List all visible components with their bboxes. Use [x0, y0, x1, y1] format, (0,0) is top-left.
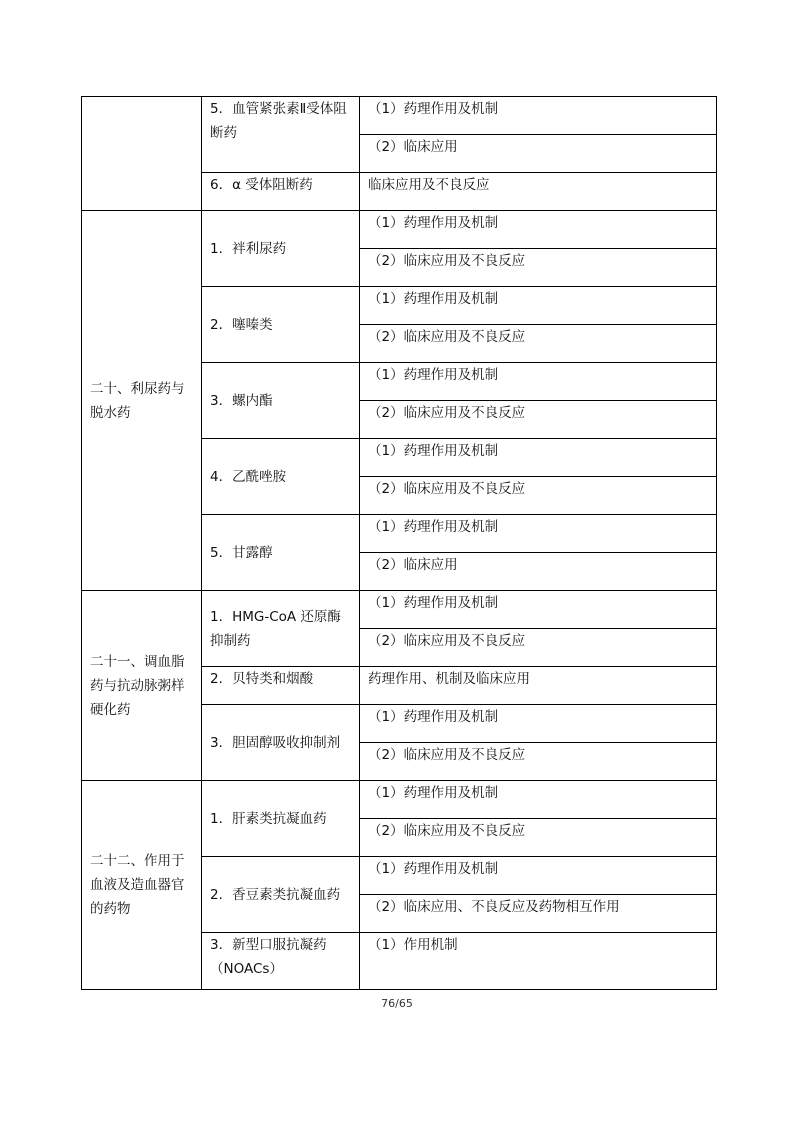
point-cell: （2）临床应用及不良反应: [360, 325, 717, 363]
topic-cell: 1．HMG-CoA 还原酶抑制药: [202, 591, 360, 667]
point-cell: （2）临床应用: [360, 135, 717, 173]
point-cell: （1）药理作用及机制: [360, 515, 717, 553]
topic-cell: 2．贝特类和烟酸: [202, 667, 360, 705]
point-cell: （1）药理作用及机制: [360, 97, 717, 135]
chapter-cell: 二十、利尿药与脱水药: [82, 211, 202, 591]
table-row: [82, 591, 717, 629]
topic-cell: 2．香豆素类抗凝血药: [202, 857, 360, 933]
table-row: [82, 97, 717, 135]
point-cell: （1）药理作用及机制: [360, 781, 717, 819]
point-cell: （2）临床应用、不良反应及药物相互作用: [360, 895, 717, 933]
point-cell: （1）药理作用及机制: [360, 591, 717, 629]
topic-cell: 5．甘露醇: [202, 515, 360, 591]
chapter-cell: [82, 97, 202, 211]
topic-cell: 3．螺内酯: [202, 363, 360, 439]
topic-cell: 4．乙酰唑胺: [202, 439, 360, 515]
topic-cell: 1．袢利尿药: [202, 211, 360, 287]
point-cell: （2）临床应用及不良反应: [360, 819, 717, 857]
syllabus-table: [81, 96, 717, 990]
topic-cell: 1．肝素类抗凝血药: [202, 781, 360, 857]
point-cell: （1）药理作用及机制: [360, 705, 717, 743]
point-cell: （2）临床应用: [360, 553, 717, 591]
point-cell: （1）作用机制: [360, 933, 717, 990]
point-cell: （2）临床应用及不良反应: [360, 249, 717, 287]
point-cell: （1）药理作用及机制: [360, 287, 717, 325]
point-cell: （2）临床应用及不良反应: [360, 629, 717, 667]
topic-cell: 3．新型口服抗凝药（NOACs）: [202, 933, 360, 990]
point-cell: （1）药理作用及机制: [360, 363, 717, 401]
point-cell: （2）临床应用及不良反应: [360, 477, 717, 515]
table-row: [82, 781, 717, 819]
chapter-cell: 二十一、调血脂药与抗动脉粥样硬化药: [82, 591, 202, 781]
page-number: 76/65: [381, 997, 413, 1010]
point-cell: （2）临床应用及不良反应: [360, 743, 717, 781]
point-cell: （2）临床应用及不良反应: [360, 401, 717, 439]
chapter-cell: 二十二、作用于血液及造血器官的药物: [82, 781, 202, 990]
point-cell: 临床应用及不良反应: [360, 173, 717, 211]
topic-cell: 6．α 受体阻断药: [202, 173, 360, 211]
topic-cell: 3．胆固醇吸收抑制剂: [202, 705, 360, 781]
topic-cell: 2．噻嗪类: [202, 287, 360, 363]
point-cell: （1）药理作用及机制: [360, 439, 717, 477]
topic-cell: 5．血管紧张素Ⅱ受体阻断药: [202, 97, 360, 173]
table-row: [82, 211, 717, 249]
point-cell: （1）药理作用及机制: [360, 211, 717, 249]
point-cell: 药理作用、机制及临床应用: [360, 667, 717, 705]
point-cell: （1）药理作用及机制: [360, 857, 717, 895]
